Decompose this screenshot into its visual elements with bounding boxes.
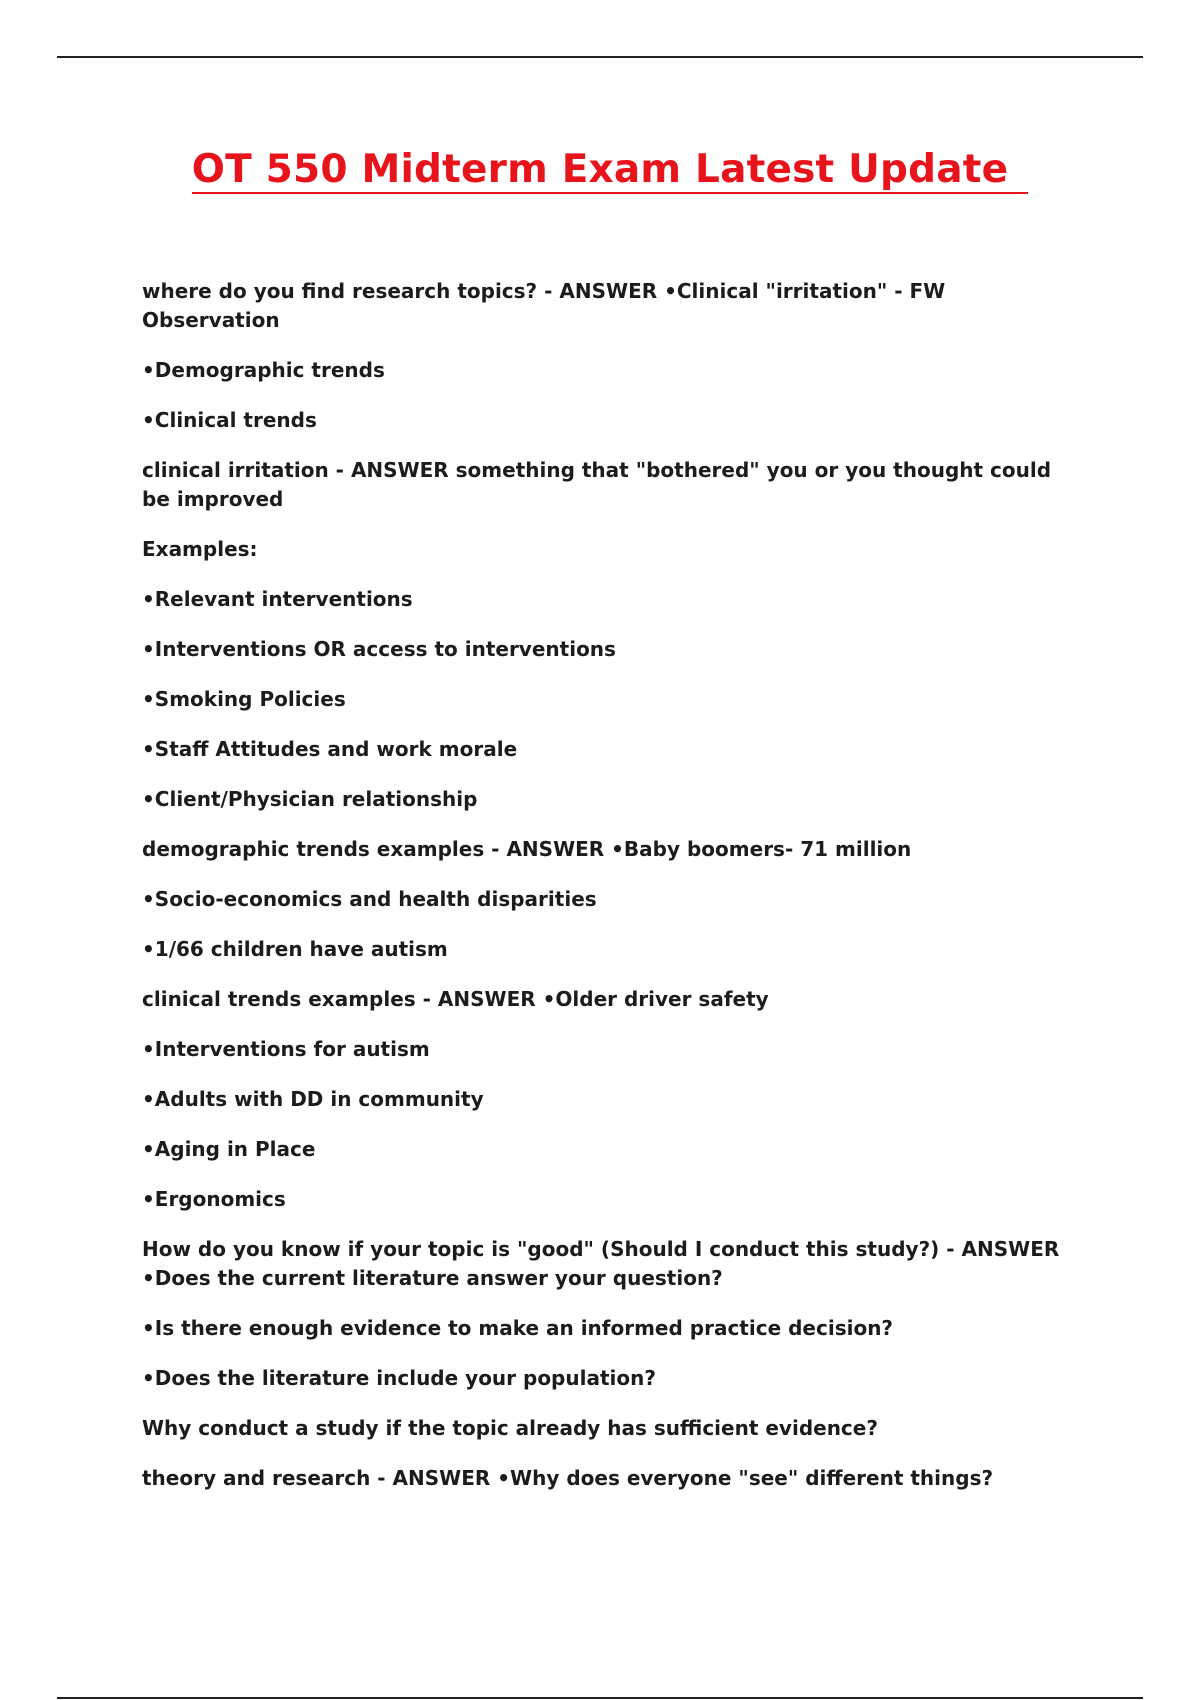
- line-10: •Client/Physician relationship: [142, 787, 478, 811]
- line-8: •Smoking Policies: [142, 687, 346, 711]
- line-3: •Clinical trends: [142, 408, 317, 432]
- bottom-rule: [57, 1697, 1143, 1699]
- line-9: •Staff Attitudes and work morale: [142, 737, 518, 761]
- line-1: where do you find research topics? - ANSWER •Clinical "irritation" - FW Observation: [142, 279, 946, 332]
- line-17: •Aging in Place: [142, 1137, 316, 1161]
- line-4: clinical irritation - ANSWER something that "bothered" you or you thought could be improved: [142, 458, 1052, 511]
- top-rule: [57, 56, 1143, 58]
- line-13: •1/66 children have autism: [142, 937, 448, 961]
- line-22: Why conduct a study if the topic already has sufficient evidence?: [142, 1416, 878, 1440]
- line-20: •Is there enough evidence to make an informed practice decision?: [142, 1316, 894, 1340]
- line-14: clinical trends examples - ANSWER •Older driver safety: [142, 987, 769, 1011]
- line-2: •Demographic trends: [142, 358, 385, 382]
- line-6: •Relevant interventions: [142, 587, 413, 611]
- line-7: •Interventions OR access to interventions: [142, 637, 616, 661]
- document-body: [142, 277, 1082, 1514]
- line-5: Examples:: [142, 537, 258, 561]
- line-21: •Does the literature include your population?: [142, 1366, 656, 1390]
- line-23: theory and research - ANSWER •Why does everyone "see" different things?: [142, 1466, 994, 1490]
- line-18: •Ergonomics: [142, 1187, 286, 1211]
- line-16: •Adults with DD in community: [142, 1087, 484, 1111]
- title-container: [0, 148, 1200, 194]
- line-19: How do you know if your topic is "good" (Should I conduct this study?) - ANSWER •Does the current literature answer your question?: [142, 1237, 1060, 1290]
- line-12: •Socio-economics and health disparities: [142, 887, 597, 911]
- document-title: OT 550 Midterm Exam Latest Update: [192, 148, 1029, 194]
- line-15: •Interventions for autism: [142, 1037, 430, 1061]
- line-11: demographic trends examples - ANSWER •Baby boomers- 71 million: [142, 837, 912, 861]
